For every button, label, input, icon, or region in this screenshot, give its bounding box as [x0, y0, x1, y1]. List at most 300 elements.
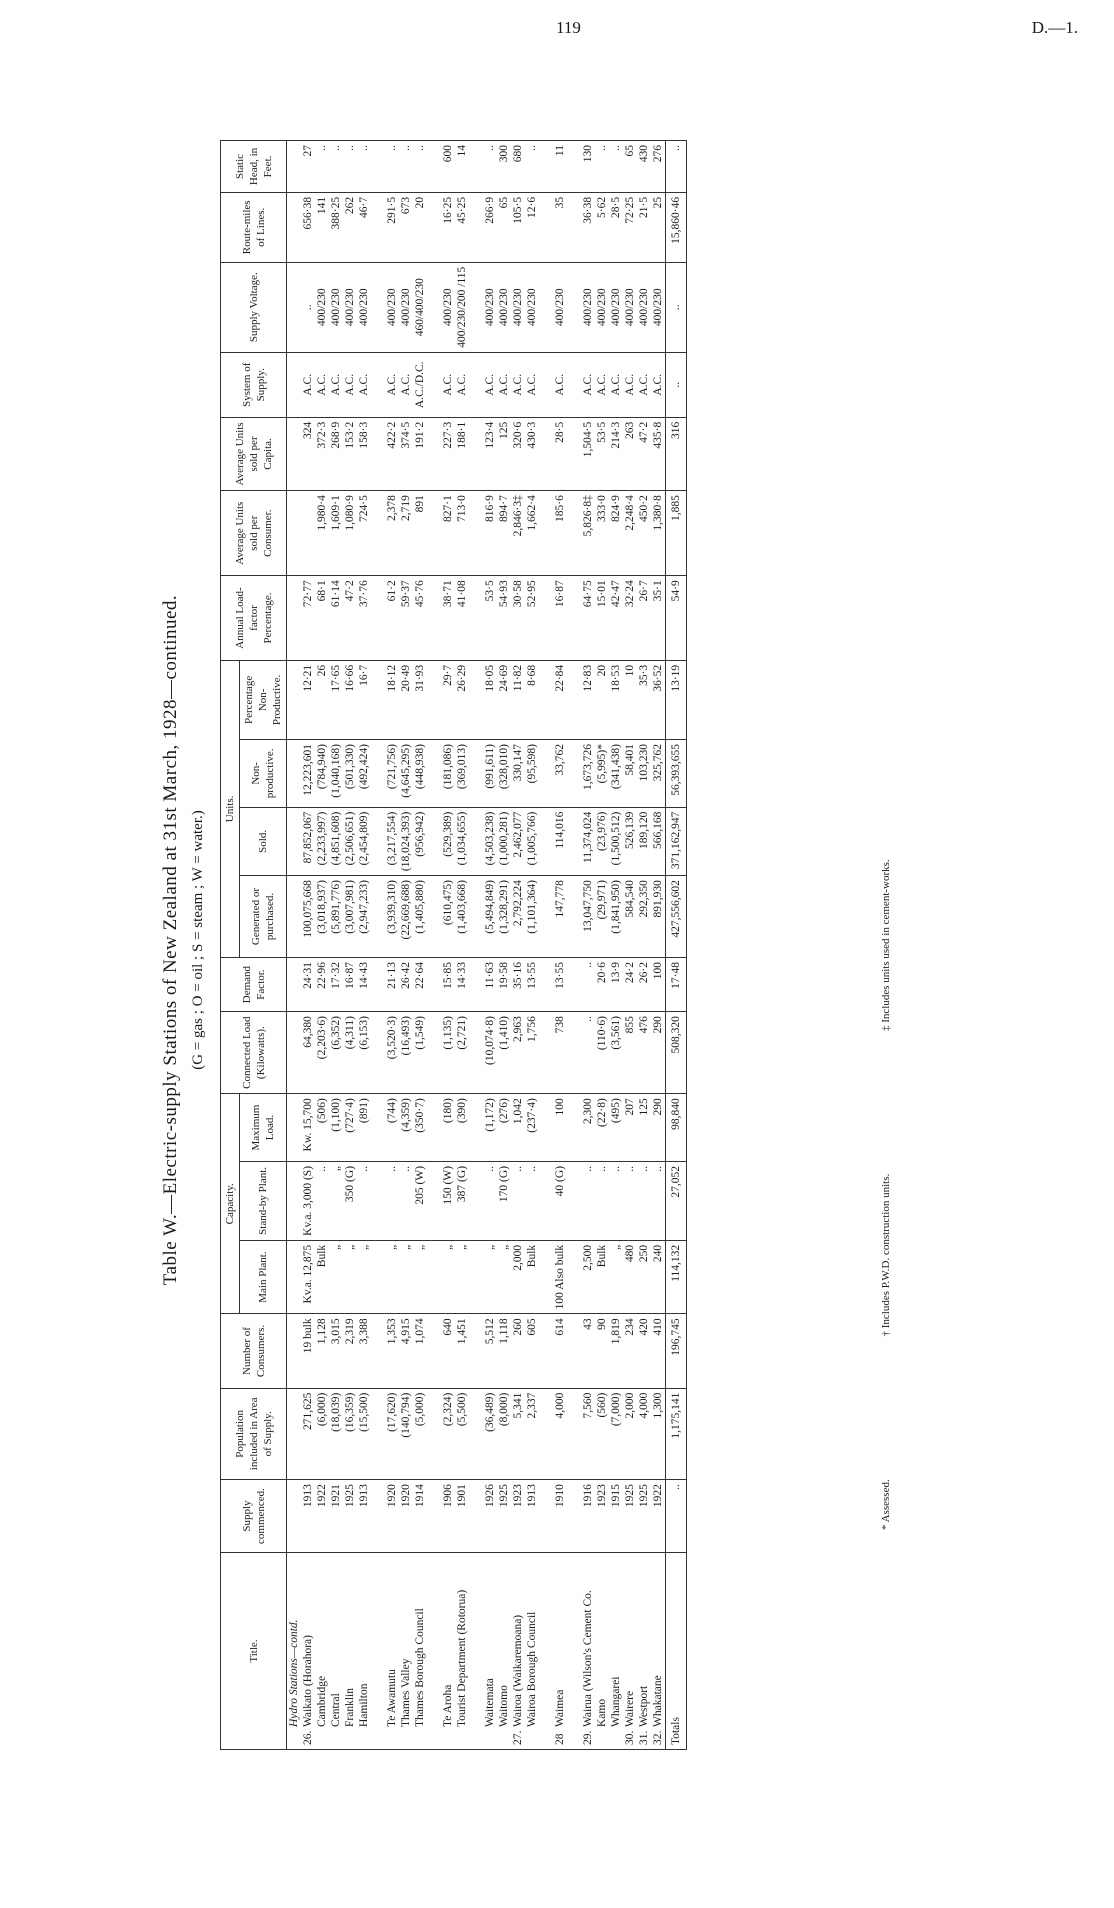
table-row	[329, 141, 343, 1750]
table-cell: 227·3	[441, 417, 455, 490]
table-cell	[427, 1012, 441, 1094]
table-cell: 260	[511, 1314, 525, 1388]
table-cell: ..	[343, 141, 357, 193]
table-cell: 25	[651, 192, 666, 262]
station-name: Tourist Department (Rotorua)	[456, 1589, 468, 1727]
table-cell: 12·21	[301, 660, 315, 739]
table-cell: 1,080·9	[343, 491, 357, 576]
table-cell: (16,359)	[343, 1388, 357, 1479]
table-cell: 614	[553, 1314, 567, 1388]
table-cell: 40 (G)	[553, 1161, 567, 1240]
station-title-cell	[483, 1553, 497, 1750]
table-cell	[469, 352, 483, 417]
table-cell: 15·01	[595, 576, 609, 661]
table-cell: „	[399, 1240, 413, 1314]
table-cell: 2,378	[385, 491, 399, 576]
table-cell: ..	[609, 141, 623, 193]
station-title-cell	[553, 1553, 567, 1750]
table-cell: 13,047,750	[581, 876, 595, 958]
table-cell	[469, 576, 483, 661]
table-row	[553, 141, 567, 1750]
header-non-productive: Non-productive.	[240, 740, 287, 808]
table-cell: 1913	[301, 1480, 315, 1553]
table-cell: (3,520·3)	[385, 1012, 399, 1094]
table-cell: 5,341	[511, 1388, 525, 1479]
table-cell	[427, 1314, 441, 1388]
table-cell: 11·82	[511, 660, 525, 739]
table-row	[287, 141, 302, 1750]
table-cell: A.C.	[609, 352, 623, 417]
station-title-cell	[441, 1553, 455, 1750]
table-cell	[371, 876, 385, 958]
table-cell	[469, 1240, 483, 1314]
station-title-cell	[371, 1553, 385, 1750]
table-cell: 64,380	[301, 1012, 315, 1094]
table-cell: (560)	[595, 1388, 609, 1479]
totals-cell: ..	[666, 141, 687, 193]
table-cell: 53·5	[595, 417, 609, 490]
table-cell: 158·3	[357, 417, 371, 490]
table-cell: 2,300	[581, 1094, 595, 1162]
table-cell	[539, 192, 553, 262]
table-cell: 400/230	[553, 262, 567, 352]
station-title-cell	[609, 1553, 623, 1750]
header-avg-capita: Average Units sold per Capita.	[221, 417, 287, 490]
table-cell: (1,500,512)	[609, 807, 623, 875]
table-cell	[287, 141, 302, 193]
page-header	[0, 18, 1114, 48]
station-number: 30.	[624, 1730, 636, 1745]
table-cell	[287, 1480, 302, 1553]
table-cell	[469, 958, 483, 1012]
table-cell: (369,013)	[455, 740, 469, 808]
table-spacer-row	[371, 141, 385, 1750]
table-cell: 350 (G)	[343, 1161, 357, 1240]
table-cell: 400/230	[497, 262, 511, 352]
table-cell: 8·68	[525, 660, 539, 739]
table-cell: Kv.a. 3,000 (S)	[301, 1161, 315, 1240]
table-cell: ..	[301, 262, 315, 352]
table-cell	[469, 660, 483, 739]
table-cell: 17·32	[329, 958, 343, 1012]
table-cell: (5,891,776)	[329, 876, 343, 958]
table-cell: (237·4)	[525, 1094, 539, 1162]
station-title-cell	[497, 1553, 511, 1750]
table-cell	[567, 262, 581, 352]
table-cell	[287, 1240, 302, 1314]
table-cell: „	[329, 1240, 343, 1314]
table-cell: 33,762	[553, 740, 567, 808]
table-cell: 1,128	[315, 1314, 329, 1388]
table-cell: ..	[511, 1161, 525, 1240]
table-cell: (784,940)	[315, 740, 329, 808]
table-cell: 400/230	[315, 262, 329, 352]
table-cell: 262	[343, 192, 357, 262]
station-name: Kamo	[596, 1698, 608, 1727]
table-cell: Kv.a. 12,875	[301, 1240, 315, 1314]
station-title-cell	[623, 1553, 637, 1750]
table-cell: (1,034,655)	[455, 807, 469, 875]
totals-cell: 17·48	[666, 958, 687, 1012]
table-cell: 59·37	[399, 576, 413, 661]
table-cell	[287, 876, 302, 958]
table-cell	[567, 141, 581, 193]
table-cell	[539, 660, 553, 739]
table-cell: (4,851,608)	[329, 807, 343, 875]
table-cell: 855	[623, 1012, 637, 1094]
table-cell	[427, 352, 441, 417]
table-cell: (1,135)	[441, 1012, 455, 1094]
table-cell: ..	[525, 141, 539, 193]
table-cell: 12·6	[525, 192, 539, 262]
table-cell: 100	[651, 958, 666, 1012]
table-cell: (1,405,880)	[413, 876, 427, 958]
station-name: Thames Valley	[400, 1658, 412, 1727]
table-cell	[469, 417, 483, 490]
table-cell	[469, 1480, 483, 1553]
table-cell: (4,311)	[343, 1012, 357, 1094]
table-cell	[567, 740, 581, 808]
table-cell: 100	[553, 1094, 567, 1162]
station-name: Westport	[638, 1685, 650, 1727]
table-cell: 32·24	[623, 576, 637, 661]
table-cell: ..	[315, 1161, 329, 1240]
table-cell	[567, 1480, 581, 1553]
table-cell: 1913	[357, 1480, 371, 1553]
rotated-table-page	[160, 50, 990, 1830]
station-name: Waikato (Horahora)	[302, 1635, 314, 1727]
table-cell: 153·2	[343, 417, 357, 490]
table-cell: 3,015	[329, 1314, 343, 1388]
table-cell: 22·84	[553, 660, 567, 739]
table-cell	[371, 576, 385, 661]
table-cell: 1,074	[413, 1314, 427, 1388]
table-cell: 291·5	[385, 192, 399, 262]
table-cell	[469, 1314, 483, 1388]
table-row	[581, 141, 595, 1750]
table-subtitle: (G = gas ; O = oil ; S = steam ; W = water.)	[190, 810, 206, 1070]
table-cell	[427, 262, 441, 352]
table-spacer-row	[539, 141, 553, 1750]
table-cell: 58,401	[623, 740, 637, 808]
table-cell	[371, 1314, 385, 1388]
table-cell: 35·16	[511, 958, 525, 1012]
table-cell	[469, 1012, 483, 1094]
table-cell	[539, 876, 553, 958]
table-cell: (15,500)	[357, 1388, 371, 1479]
table-cell	[567, 958, 581, 1012]
table-cell: 13·9	[609, 958, 623, 1012]
table-cell: (6,000)	[315, 1388, 329, 1479]
table-cell: (5,494,849)	[483, 876, 497, 958]
table-cell	[427, 1240, 441, 1314]
table-cell: (956,942)	[413, 807, 427, 875]
table-cell: 45·76	[413, 576, 427, 661]
table-cell: (29,971)	[595, 876, 609, 958]
table-cell: (7,000)	[609, 1388, 623, 1479]
station-name: Franklin	[344, 1688, 356, 1727]
table-row	[651, 141, 666, 1750]
station-name: Wairoa Borough Council	[526, 1611, 538, 1727]
table-cell: 19 bulk	[301, 1314, 315, 1388]
table-cell: 191·2	[413, 417, 427, 490]
table-cell	[539, 1388, 553, 1479]
table-cell	[469, 262, 483, 352]
station-name: Hamilton	[358, 1683, 370, 1727]
header-system: System of Supply.	[221, 352, 287, 417]
table-cell	[469, 192, 483, 262]
table-cell: 1923	[511, 1480, 525, 1553]
table-cell: 18·12	[385, 660, 399, 739]
table-cell: 526,139	[623, 807, 637, 875]
station-name: Thames Borough Council	[414, 1608, 426, 1727]
table-cell: (3,018,937)	[315, 876, 329, 958]
station-title-cell	[413, 1553, 427, 1750]
table-cell: 400/230/200 /115	[455, 262, 469, 352]
table-cell: (1,040,168)	[329, 740, 343, 808]
table-cell	[539, 807, 553, 875]
table-cell: 713·0	[455, 491, 469, 576]
table-cell: (891)	[357, 1094, 371, 1162]
table-cell	[539, 958, 553, 1012]
footnote-assessed: * Assessed.	[880, 1479, 892, 1530]
table-cell: ..	[413, 141, 427, 193]
table-cell: 1915	[609, 1480, 623, 1553]
table-cell: ..	[651, 1161, 666, 1240]
table-cell: 1925	[343, 1480, 357, 1553]
table-cell: A.C.	[651, 352, 666, 417]
table-cell	[287, 1314, 302, 1388]
table-cell: 430	[637, 141, 651, 193]
table-cell: 4,000	[637, 1388, 651, 1479]
table-cell: „	[357, 1240, 371, 1314]
header-units: Units.	[221, 660, 240, 957]
table-cell: 24·69	[497, 660, 511, 739]
totals-cell: 15,860·46	[666, 192, 687, 262]
table-cell	[539, 417, 553, 490]
table-cell: 105·5	[511, 192, 525, 262]
station-number: 27.	[512, 1730, 524, 1745]
table-cell: 20	[595, 660, 609, 739]
table-cell: (529,389)	[441, 807, 455, 875]
header-voltage: Supply Voltage.	[221, 262, 287, 352]
table-header	[221, 141, 287, 1750]
station-name: Cambridge	[316, 1675, 328, 1727]
table-cell	[371, 1094, 385, 1162]
table-cell	[567, 1161, 581, 1240]
table-cell: 141	[315, 192, 329, 262]
table-cell: ..	[637, 1161, 651, 1240]
table-cell: 234	[623, 1314, 637, 1388]
header-load-factor: Annual Load-factor Percentage.	[221, 576, 287, 661]
table-cell: (16,493)	[399, 1012, 413, 1094]
table-cell: (2,203·6)	[315, 1012, 329, 1094]
table-cell: 250	[637, 1240, 651, 1314]
totals-cell: 54·9	[666, 576, 687, 661]
station-title-cell	[343, 1553, 357, 1750]
table-cell: 205 (W)	[413, 1161, 427, 1240]
table-cell: 2,337	[525, 1388, 539, 1479]
header-consumers: Number of Consumers.	[221, 1314, 287, 1388]
table-cell: 123·4	[483, 417, 497, 490]
table-cell: ..	[483, 141, 497, 193]
table-cell: 7,560	[581, 1388, 595, 1479]
table-cell: (721,756)	[385, 740, 399, 808]
table-cell: 65	[623, 141, 637, 193]
table-cell: 1914	[413, 1480, 427, 1553]
table-cell: 1,609·1	[329, 491, 343, 576]
table-cell: 28·5	[553, 417, 567, 490]
table-row	[301, 141, 315, 1750]
totals-cell: 13·19	[666, 660, 687, 739]
table-cell: 214·3	[609, 417, 623, 490]
station-name: Waimea	[554, 1689, 566, 1727]
document-reference: D.—1.	[1031, 18, 1078, 37]
table-cell: 28·5	[609, 192, 623, 262]
table-cell: 1923	[595, 1480, 609, 1553]
table-cell: A.C.	[553, 352, 567, 417]
table-cell: A.C.	[483, 352, 497, 417]
table-cell: (341,438)	[609, 740, 623, 808]
supply-stations-table	[220, 140, 687, 1750]
totals-cell: ..	[666, 352, 687, 417]
table-cell: 1920	[385, 1480, 399, 1553]
header-standby: Stand-by Plant.	[240, 1161, 287, 1240]
table-cell: 1,353	[385, 1314, 399, 1388]
header-title: Title.	[221, 1553, 287, 1750]
table-cell	[371, 141, 385, 193]
table-cell: 37·76	[357, 576, 371, 661]
table-cell: 14·43	[357, 958, 371, 1012]
table-cell: 26	[315, 660, 329, 739]
table-cell	[427, 1388, 441, 1479]
table-cell	[469, 491, 483, 576]
station-name: Hydro Stations—contd.	[288, 1619, 300, 1727]
table-row	[637, 141, 651, 1750]
table-cell: 22·64	[413, 958, 427, 1012]
header-maximum-load: Maximum Load.	[240, 1094, 287, 1162]
table-cell	[427, 660, 441, 739]
table-cell	[371, 807, 385, 875]
table-cell: (2,721)	[455, 1012, 469, 1094]
table-row	[399, 141, 413, 1750]
header-sold: Sold.	[240, 807, 287, 875]
totals-cell: 371,162,947	[666, 807, 687, 875]
table-cell: 41·08	[455, 576, 469, 661]
table-cell: A.C./D.C.	[413, 352, 427, 417]
table-cell: (3,007,981)	[343, 876, 357, 958]
table-cell	[371, 1161, 385, 1240]
table-title: Table W.—Electric-supply Stations of New Zealand at 31st March, 1928—continued.	[160, 594, 181, 1286]
station-name: Central	[330, 1693, 342, 1727]
table-cell	[567, 417, 581, 490]
table-cell: 87,852,067	[301, 807, 315, 875]
table-cell: 29·7	[441, 660, 455, 739]
table-cell: A.C.	[637, 352, 651, 417]
table-cell: 90	[595, 1314, 609, 1388]
table-cell: 400/230	[525, 262, 539, 352]
table-cell: 1,042	[511, 1094, 525, 1162]
table-cell: 52·95	[525, 576, 539, 661]
table-cell	[539, 740, 553, 808]
table-cell: 605	[525, 1314, 539, 1388]
table-cell: 827·1	[441, 491, 455, 576]
totals-cell: 508,320	[666, 1012, 687, 1094]
station-title-cell	[357, 1553, 371, 1750]
table-cell: (1,410)	[497, 1012, 511, 1094]
table-cell: 18·53	[609, 660, 623, 739]
table-cell: (5,500)	[455, 1388, 469, 1479]
table-cell: (1,000,281)	[497, 807, 511, 875]
table-cell	[539, 262, 553, 352]
table-cell: (140,794)	[399, 1388, 413, 1479]
table-cell: „	[329, 1161, 343, 1240]
table-cell	[539, 491, 553, 576]
table-cell: A.C.	[329, 352, 343, 417]
table-cell: 1,118	[497, 1314, 511, 1388]
table-cell: 891	[413, 491, 427, 576]
table-cell	[539, 576, 553, 661]
table-cell	[469, 876, 483, 958]
table-cell: 45·25	[455, 192, 469, 262]
table-cell: 18·05	[483, 660, 497, 739]
table-cell: ..	[315, 141, 329, 193]
table-cell	[427, 807, 441, 875]
table-cell: 891,930	[651, 876, 666, 958]
table-cell	[287, 352, 302, 417]
table-row	[385, 141, 399, 1750]
table-cell: 1,504·5	[581, 417, 595, 490]
table-cell: 680	[511, 141, 525, 193]
table-cell: 325,762	[651, 740, 666, 808]
table-cell: A.C.	[455, 352, 469, 417]
table-cell: (1,549)	[413, 1012, 427, 1094]
station-name: Te Awamutu	[386, 1669, 398, 1727]
table-cell: 21·5	[637, 192, 651, 262]
table-cell: 738	[553, 1012, 567, 1094]
table-cell: 22·96	[315, 958, 329, 1012]
table-cell: 1,662·4	[525, 491, 539, 576]
header-avg-consumer: Average Units sold per Consumer.	[221, 491, 287, 576]
table-cell: 12,223,601	[301, 740, 315, 808]
table-spacer-row	[469, 141, 483, 1750]
footnote-cement: ‡ Includes units used in cement-works.	[880, 859, 892, 1032]
station-title-cell	[315, 1553, 329, 1750]
table-cell: 2,792,224	[511, 876, 525, 958]
table-row	[357, 141, 371, 1750]
table-cell: (2,454,809)	[357, 807, 371, 875]
table-cell: 400/230	[651, 262, 666, 352]
table-cell: 290	[651, 1012, 666, 1094]
table-cell: (8,000)	[497, 1388, 511, 1479]
table-cell: 17·65	[329, 660, 343, 739]
table-cell: ..	[609, 1161, 623, 1240]
table-cell: 1910	[553, 1480, 567, 1553]
table-cell	[371, 1012, 385, 1094]
table-cell: 13·55	[553, 958, 567, 1012]
table-cell: ..	[399, 1161, 413, 1240]
table-cell: (350·7)	[413, 1094, 427, 1162]
table-cell: (95,598)	[525, 740, 539, 808]
header-generated: Generated or purchased.	[240, 876, 287, 958]
table-cell: 388·25	[329, 192, 343, 262]
table-cell: (1,101,364)	[525, 876, 539, 958]
table-cell: 16·7	[357, 660, 371, 739]
table-cell: 263	[623, 417, 637, 490]
table-cell	[427, 958, 441, 1012]
station-name: Wairua (Wilson's Cement Co.	[582, 1590, 594, 1727]
table-cell	[287, 576, 302, 661]
